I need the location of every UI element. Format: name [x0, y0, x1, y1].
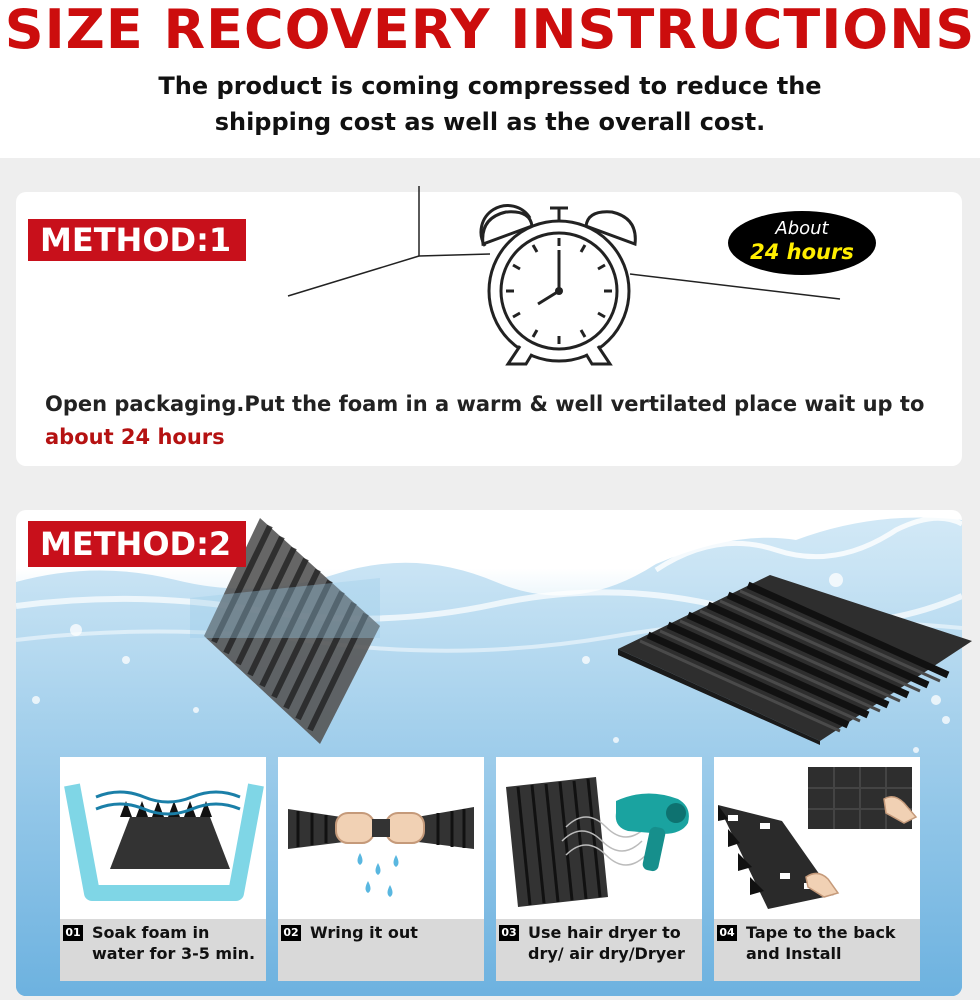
- step-text: Use hair dryer to dry/ air dry/Dryer: [528, 923, 685, 963]
- step-card-install: [714, 757, 920, 981]
- step-number: 02: [281, 925, 301, 941]
- basin-illustration: [60, 757, 266, 917]
- step-number: 01: [63, 925, 83, 941]
- wringing-illustration: [278, 757, 484, 917]
- step-number: 03: [499, 925, 519, 941]
- method1-highlight: about 24 hours: [45, 425, 225, 449]
- step-caption: [278, 919, 484, 981]
- hair-dryer-icon: [616, 793, 689, 872]
- page-subtitle: [0, 68, 980, 140]
- step-caption: [60, 919, 266, 981]
- method1-label: METHOD:1: [28, 219, 246, 261]
- subtitle-line-2: shipping cost as well as the overall cost.: [214, 108, 766, 136]
- duration-badge-top: About: [775, 218, 829, 239]
- step-card-dry: [496, 757, 702, 981]
- step-caption: [496, 919, 702, 981]
- install-illustration: [714, 757, 920, 917]
- step-card-wring: [278, 757, 484, 981]
- step-caption: [714, 919, 920, 981]
- step-text: Tape to the back and Install: [746, 923, 896, 963]
- method1-text: Open packaging.Put the foam in a warm & well vertilated place wait up to: [45, 392, 925, 416]
- drying-illustration: [496, 757, 702, 917]
- step-text: Soak foam in water for 3-5 min.: [92, 923, 256, 963]
- water-drops-icon: [358, 853, 399, 897]
- step-text: Wring it out: [310, 923, 418, 942]
- method1-instructions: [45, 388, 925, 454]
- method2-label: METHOD:2: [28, 521, 246, 567]
- step-number: 04: [717, 925, 737, 941]
- duration-badge: [728, 211, 876, 275]
- page-title: SIZE RECOVERY INSTRUCTIONS: [4, 0, 976, 60]
- step-card-soak: [60, 757, 266, 981]
- subtitle-line-1: The product is coming compressed to reduce the: [158, 72, 822, 100]
- duration-badge-bottom: 24 hours: [750, 240, 854, 264]
- foam-panel-image: [610, 575, 980, 745]
